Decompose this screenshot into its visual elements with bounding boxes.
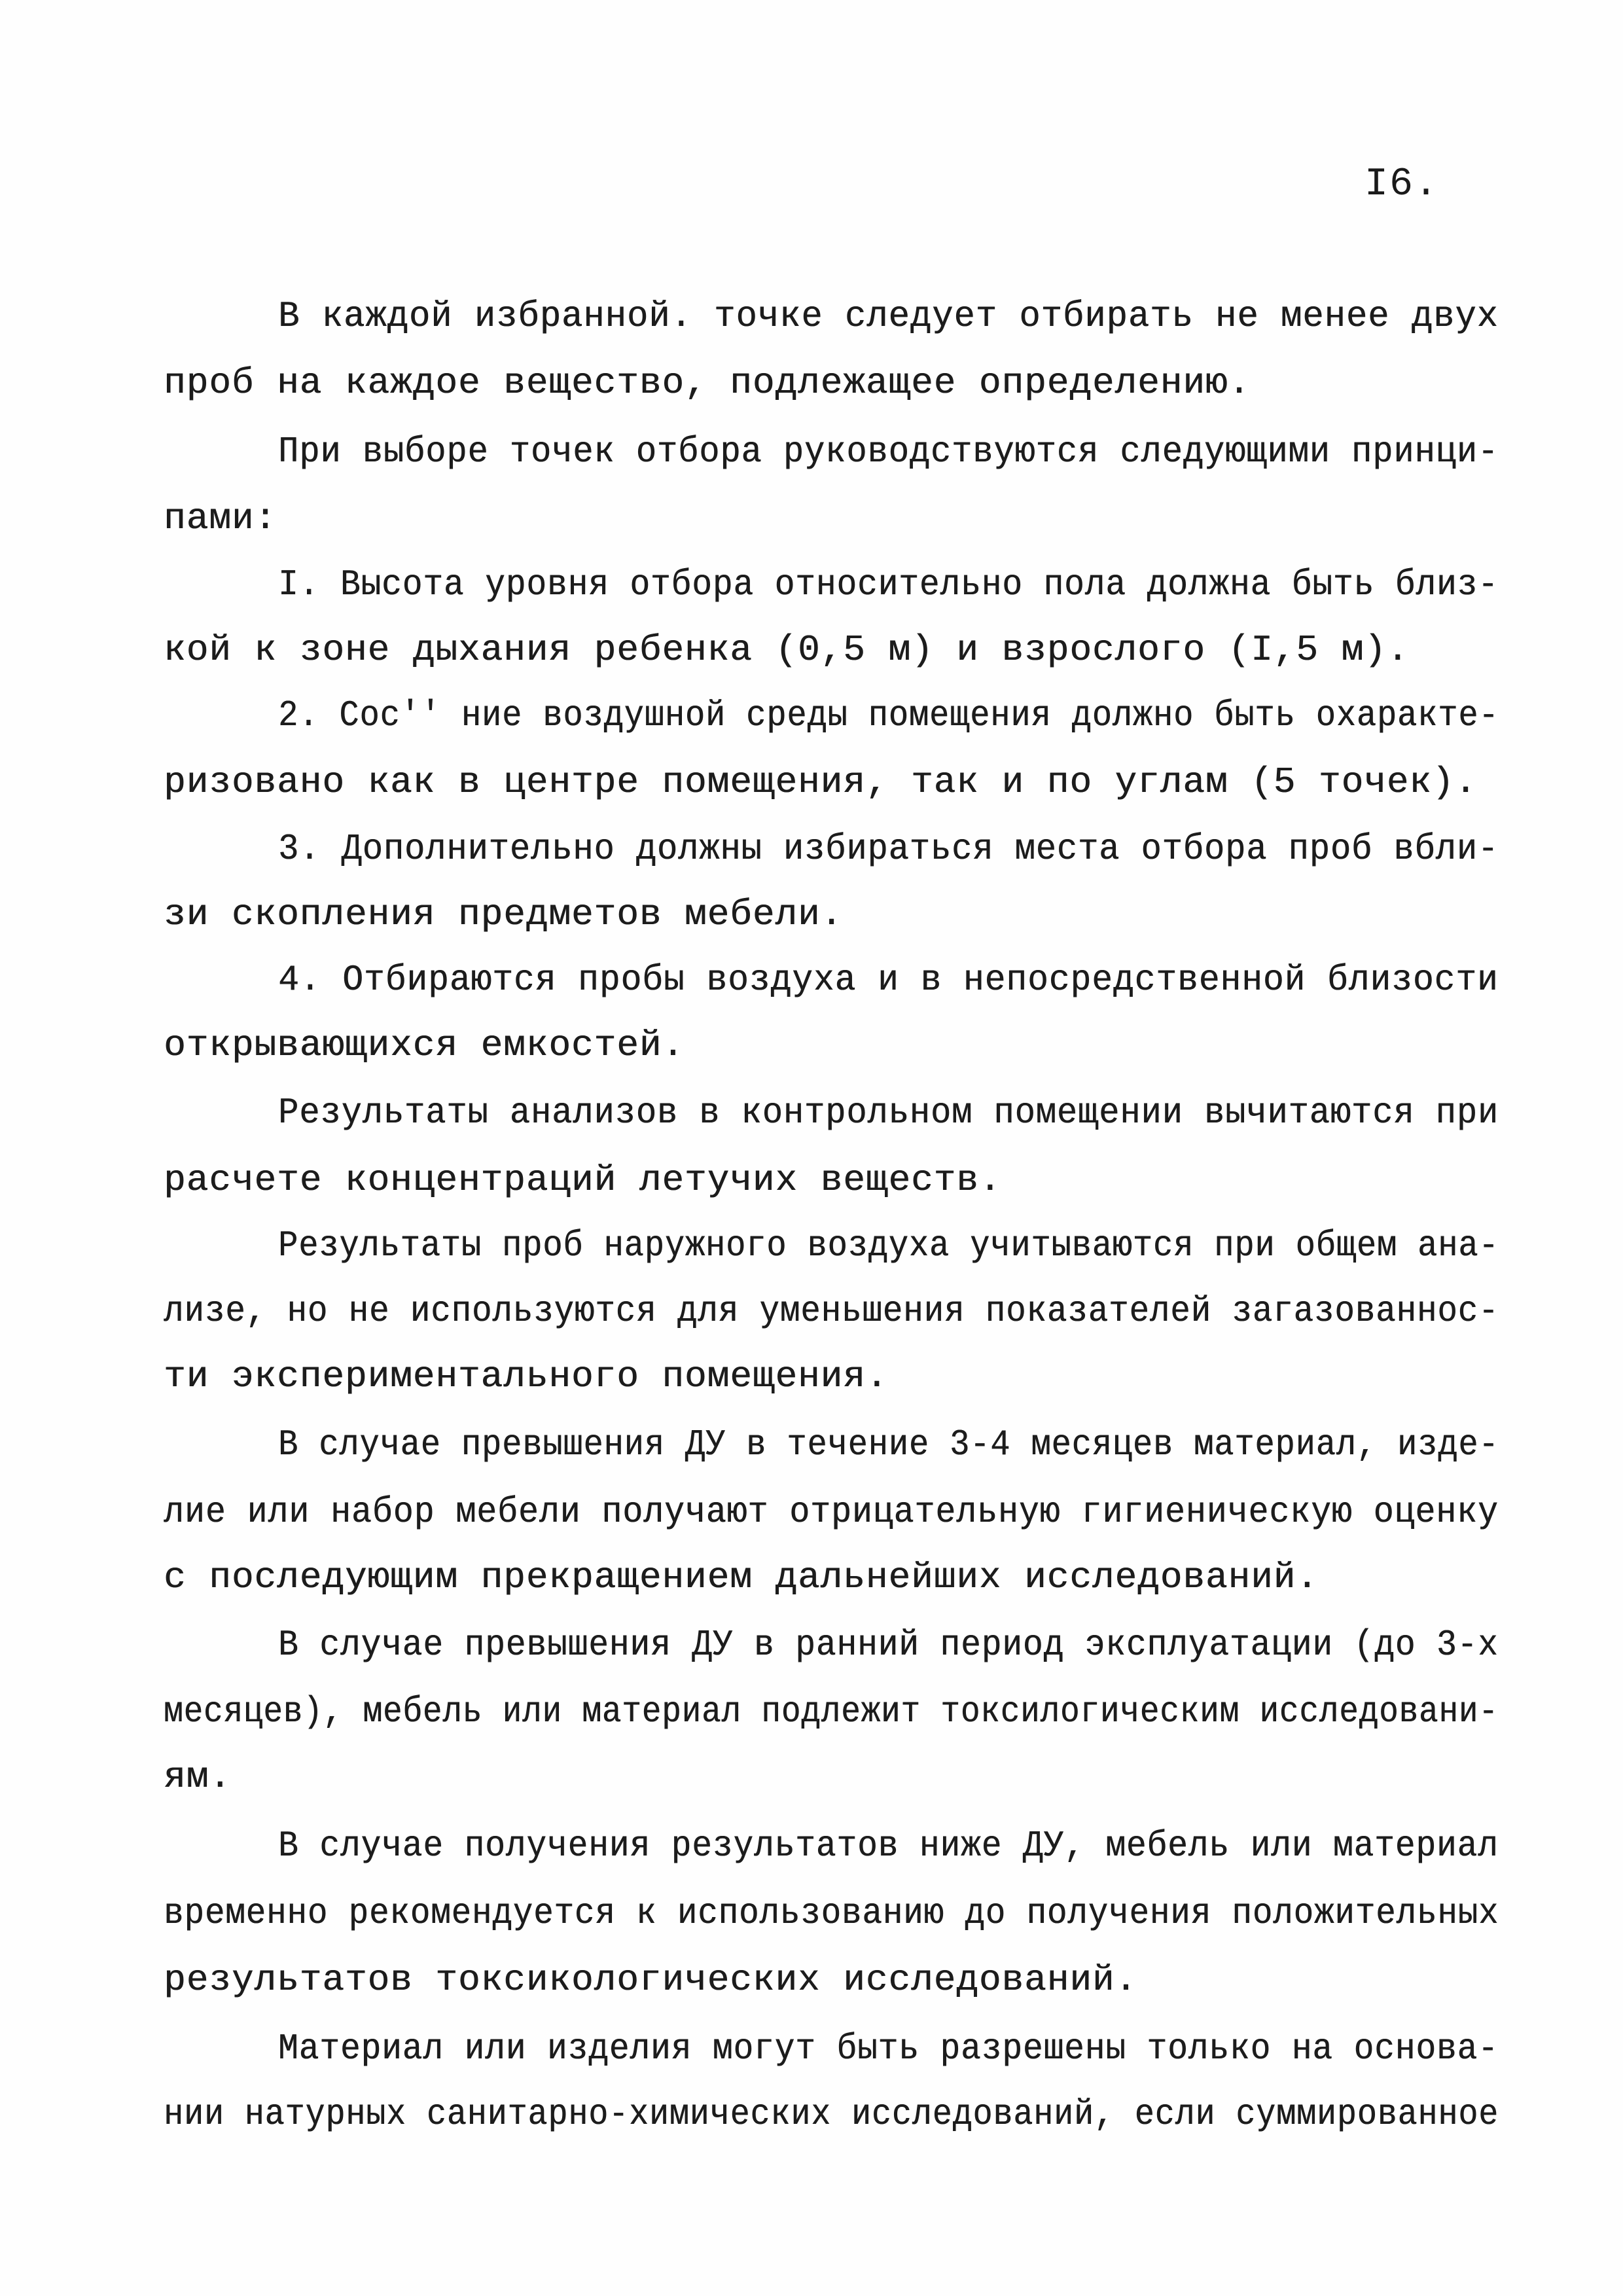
- text-line: открывающихся емкостей.: [164, 1024, 685, 1066]
- text-line: В каждой избранной. точке следует отбирать не менее двух: [278, 295, 1499, 337]
- text-line: ти экспериментального помещения.: [164, 1355, 889, 1397]
- text-line: с последующим прекращением дальнейших исследований.: [164, 1556, 1319, 1598]
- text-line: Результаты анализов в контрольном помещении вычитаются при: [278, 1092, 1499, 1134]
- text-line: В случае превышения ДУ в течение 3-4 месяцев материал, изде-: [278, 1424, 1499, 1465]
- text-line: расчете концентраций летучих веществ.: [164, 1159, 1002, 1201]
- text-line: пами:: [164, 497, 277, 539]
- text-line: 4. Отбираются пробы воздуха и в непосредственной близости: [278, 959, 1499, 1001]
- text-line: проб на каждое вещество, подлежащее определению.: [164, 362, 1251, 404]
- page-number: I6.: [1364, 162, 1440, 207]
- text-line: временно рекомендуется к использованию до получения положительных: [164, 1892, 1499, 1934]
- text-line: кой к зоне дыхания ребенка (0,5 м) и взрослого (I,5 м).: [164, 629, 1410, 671]
- text-line: 3. Дополнительно должны избираться места отбора проб вбли-: [278, 828, 1499, 870]
- text-line: лие или набор мебели получают отрицательную гигиеническую оценку: [164, 1491, 1499, 1533]
- text-line: ям.: [164, 1756, 232, 1798]
- text-line: I. Высота уровня отбора относительно пола должна быть близ-: [278, 564, 1499, 605]
- text-line: нии натурных санитарно-химических исследований, если суммированное: [164, 2093, 1499, 2135]
- text-line: В случае получения результатов ниже ДУ, мебель или материал: [278, 1825, 1499, 1867]
- text-line: результатов токсикологических исследований.: [164, 1959, 1138, 2001]
- text-line: лизе, но не используются для уменьшения показателей загазованнос-: [164, 1290, 1499, 1332]
- text-line: Материал или изделия могут быть разрешены только на основа-: [278, 2028, 1499, 2070]
- text-line: месяцев), мебель или материал подлежит токсилогическим исследовани-: [164, 1691, 1499, 1732]
- text-line: зи скопления предметов мебели.: [164, 893, 844, 935]
- text-line: В случае превышения ДУ в ранний период эксплуатации (до 3-х: [278, 1624, 1499, 1666]
- text-line: 2. Сос'' ние воздушной среды помещения должно быть охаракте-: [278, 694, 1499, 736]
- text-line: ризовано как в центре помещения, так и по углам (5 точек).: [164, 761, 1478, 803]
- text-line: При выборе точек отбора руководствуются следующими принци-: [278, 431, 1499, 473]
- text-line: Результаты проб наружного воздуха учитываются при общем ана-: [278, 1225, 1499, 1266]
